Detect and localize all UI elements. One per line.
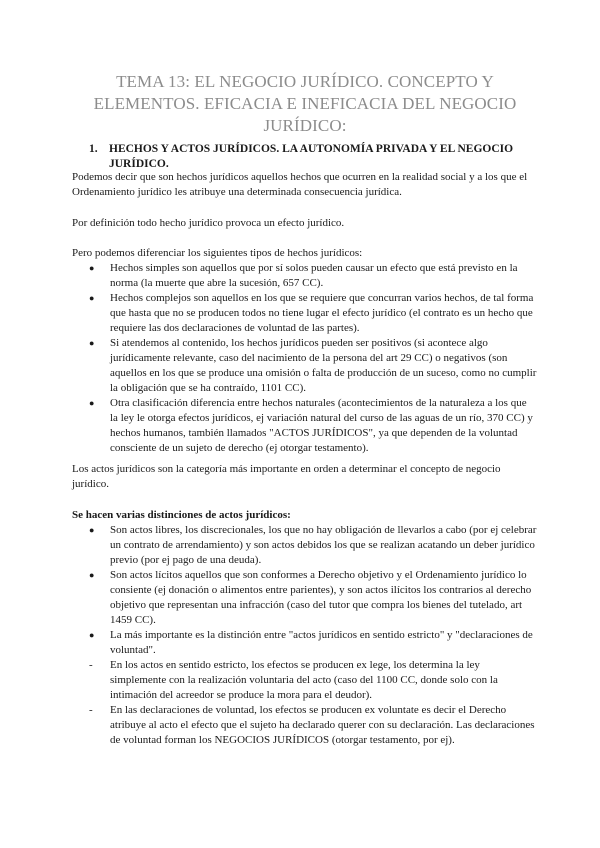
dash-marker: - [89, 659, 93, 671]
paragraph-effect [72, 216, 537, 231]
bullet-icon: ● [89, 570, 95, 580]
paragraph-types-intro [72, 246, 537, 456]
list-item: - En las declaraciones de voluntad, los efectos se producen ex voluntate es decir el Derecho atribuye al acto el efecto que el sujeto ha declarado querer con su declaración. Las declaraciones de voluntad forman los NEGOCIOS JURÍDICOS (otorgar testamento, por ej). [89, 704, 535, 746]
list-item: ● Son actos lícitos aquellos que son conformes a Derecho objetivo y el Ordenamiento jurídico lo consiente (ej donación o alimentos entre parientes), y son actos ilícitos los contrarios al derecho objetivo que representan una infracción (caso del tutor que compra los bienes del tutelado, art 1459 CC). [89, 569, 532, 626]
document-title: TEMA 13: EL NEGOCIO JURÍDICO. CONCEPTO Y ELEMENTOS. EFICACIA E INEFICACIA DEL NEGOCIO JURÍDICO: [93, 72, 517, 135]
list-item: - En los actos en sentido estricto, los efectos se producen ex lege, los determina la ley simplemente con la realización voluntaria del acto (caso del 1100 CC, donde solo con la intimación del acreedor se produce la mora para el deudor). [89, 659, 498, 701]
paragraph-heading: Se hacen varias distinciones de actos jurídicos: [72, 509, 291, 521]
section-title: HECHOS Y ACTOS JURÍDICOS. LA AUTONOMÍA PRIVADA Y EL NEGOCIO JURÍDICO. [109, 143, 514, 170]
list-item: ● Son actos libres, los discrecionales, los que no hay obligación de llevarlos a cabo (por ej celebrar un contrato de arrendamiento) y son actos debidos los que se realizan acatando un deber jurídico previo (por ej pago de una deuda). [89, 524, 537, 566]
paragraph-definition [72, 170, 537, 200]
paragraph-actos [72, 462, 537, 492]
list-item: ● Otra clasificación diferencia entre hechos naturales (acontecimientos de la naturaleza a los que la ley le otorga efectos jurídicos, ej variación natural del curso de las aguas de un río, 370 CC) y hechos humanos, también llamados "ACTOS JURÍDICOS", ya que dependen de la voluntad consciente de un sujeto de derecho (ej otorgar testamento). [89, 397, 533, 454]
list-item: ● Si atendemos al contenido, los hechos jurídicos pueden ser positivos (si acontece algo jurídicamente relevante, caso del nacimiento de la persona del art 29 CC) o negativos (son aquellos en los que se produce una omisión o falta de producción de un suceso, como no cumplir la obligación que se ha contraído, 1101 CC). [89, 337, 537, 394]
bullet-icon: ● [89, 398, 95, 408]
bullet-icon: ● [89, 263, 95, 273]
dash-list [72, 658, 537, 748]
paragraph: Pero podemos diferenciar los siguientes tipos de hechos jurídicos: [72, 247, 363, 259]
paragraph: Los actos jurídicos son la categoría más importante en orden a determinar el concepto de negocio jurídico. [72, 463, 501, 490]
bullet-icon: ● [89, 630, 95, 640]
bullet-icon: ● [89, 293, 95, 303]
bullet-list-hechos [72, 261, 537, 456]
list-item: ● La más importante es la distinción entre "actos jurídicos en sentido estricto" y "declaraciones de voluntad". [89, 629, 533, 656]
paragraph: Por definición todo hecho jurídico provoca un efecto jurídico. [72, 217, 345, 229]
bullet-list-actos [72, 523, 537, 658]
bullet-icon: ● [89, 525, 95, 535]
paragraph-distinciones [72, 508, 537, 748]
dash-marker: - [89, 704, 93, 716]
list-item: ● Hechos complejos son aquellos en los que se requiere que concurran varios hechos, de tal forma que hasta que no se producen todos no tiene lugar el efecto jurídico (el contrato es un hecho que requiere las dos declaraciones de voluntad de las partes). [89, 292, 534, 334]
list-item: ● Hechos simples son aquellos que por sí solos pueden causar un efecto que está previsto en la norma (la muerte que abre la sucesión, 657 CC). [89, 262, 518, 289]
section-number: 1. [89, 143, 98, 155]
bullet-icon: ● [89, 338, 95, 348]
paragraph: Podemos decir que son hechos jurídicos aquellos hechos que ocurren en la realidad social y a los que el Ordenamiento jurídico les atribuye una determinada consecuencia jurídica. [72, 171, 528, 198]
